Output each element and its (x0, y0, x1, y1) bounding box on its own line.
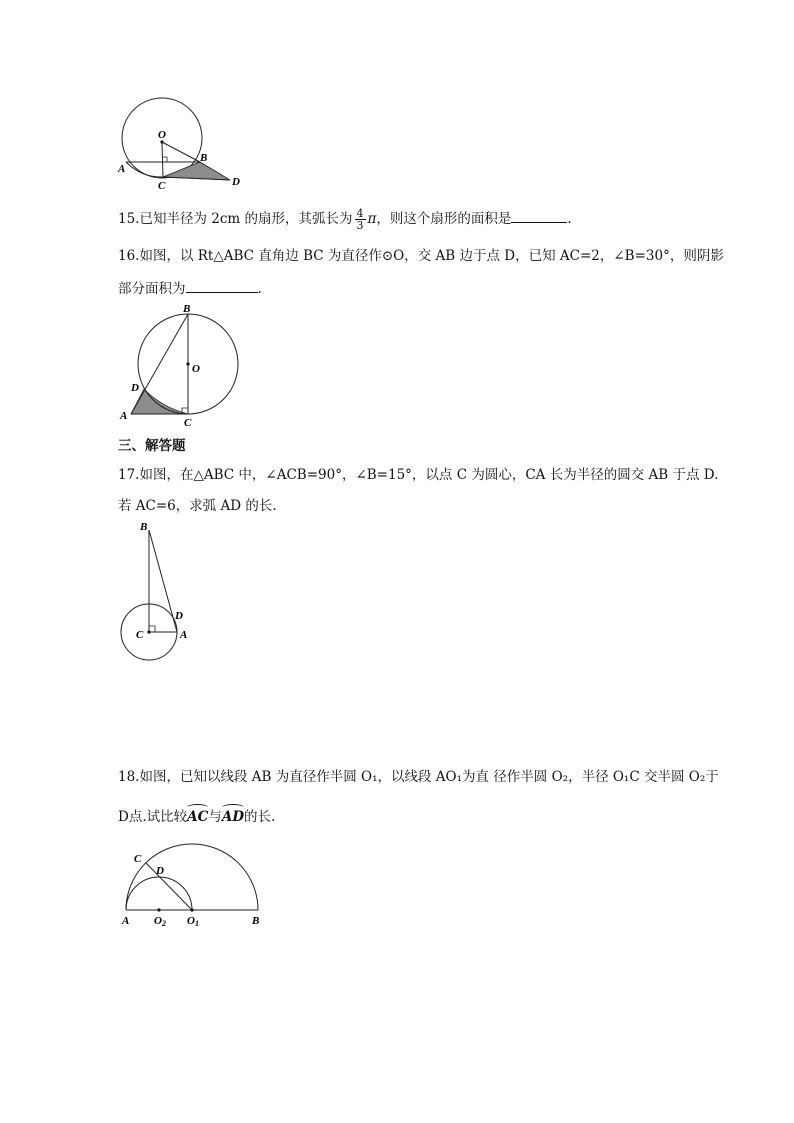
figure3-label-d: D (175, 610, 183, 622)
figure1-label-o: O (158, 129, 166, 141)
figure4-semicircle-o1 (126, 844, 258, 910)
q15-pi: π (367, 211, 377, 227)
q15-fraction (355, 208, 366, 231)
figure3-center-dot (147, 630, 150, 633)
figure2-center-dot (186, 362, 189, 365)
q18-arc-ad: AD (221, 809, 245, 825)
figure4-label-d: D (156, 865, 164, 877)
figure-1 (112, 94, 252, 194)
figure3-label-c: C (136, 629, 144, 641)
section-heading: 三、解答题 (118, 438, 186, 454)
figure4-label-o2: O2 (154, 915, 166, 928)
q15-fraction-numerator: 4 (356, 207, 364, 220)
q15-suffix: ，则这个扇形的面积是 (376, 211, 512, 227)
q15-prefix: 15.已知半径为 2cm 的扇形，其弧长为 (118, 211, 353, 227)
figure1-line-ob (162, 142, 200, 162)
figure3-label-a: A (180, 629, 188, 641)
figure1-label-a: A (118, 163, 126, 175)
figure3-label-b: B (140, 521, 148, 533)
q18-line2-suffix: 的长. (244, 809, 276, 825)
figure4-radius-o1c (146, 863, 192, 910)
figure1-label-c: C (158, 180, 166, 192)
figure2-label-c: C (184, 417, 192, 428)
question-17-line2: 若 AC=6，求弧 AD 的长. (118, 498, 277, 514)
q16-answer-blank[interactable] (186, 278, 258, 293)
figure2-hypotenuse-ab (131, 314, 188, 414)
figure2-label-d: D (131, 382, 139, 394)
figure4-label-a: A (122, 915, 130, 927)
q15-fraction-denominator: 3 (356, 219, 364, 232)
q16-end: . (257, 281, 262, 297)
figure4-dot-o2 (157, 908, 160, 911)
question-17-line1: 17.如图，在△ABC 中，∠ACB=90°，∠B=15°，以点 C 为圆心，CA 长为半径的圆交 AB 于点 D. (118, 467, 719, 483)
figure4-label-o1: O1 (187, 915, 199, 928)
q18-arc-ac: AC (187, 809, 209, 825)
figure3-hypotenuse-ba (149, 530, 177, 632)
figure1-radius-oc (162, 142, 163, 177)
figure4-semicircle-o2 (126, 877, 192, 910)
question-16-line1: 16.如图，以 Rt△ABC 直角边 BC 为直径作⊙O，交 AB 边于点 D，已知 AC=2，∠B=30°，则阴影 (118, 248, 724, 264)
q18-mid: 与 (208, 809, 222, 825)
figure-4 (112, 842, 272, 932)
figure4-dot-o1 (190, 908, 193, 911)
q15-end: . (567, 211, 572, 227)
figure2-label-o: O (192, 363, 200, 375)
question-16-line2 (118, 278, 262, 299)
q16-line2-text: 部分面积为 (118, 281, 186, 297)
figure2-shaded-region (131, 389, 188, 414)
q15-answer-blank[interactable] (511, 208, 567, 223)
figure2-label-b: B (183, 303, 191, 315)
figure4-label-c: C (134, 853, 142, 865)
figure-3 (112, 518, 202, 666)
question-18-line2 (118, 807, 275, 827)
figure1-label-d: D (232, 176, 240, 188)
figure1-label-b: B (200, 152, 208, 164)
q18-line2-prefix: D点.试比较 (118, 809, 188, 825)
figure2-label-a: A (120, 410, 128, 422)
figure4-label-b: B (252, 915, 260, 927)
question-18-line1: 18.如图，已知以线段 AB 为直径作半圆 O₁，以线段 AO₁为直 径作半圆 O₂，半径 O₁C 交半圆 O₂于 (118, 769, 719, 785)
question-15 (118, 208, 572, 231)
figure-2 (116, 302, 246, 428)
